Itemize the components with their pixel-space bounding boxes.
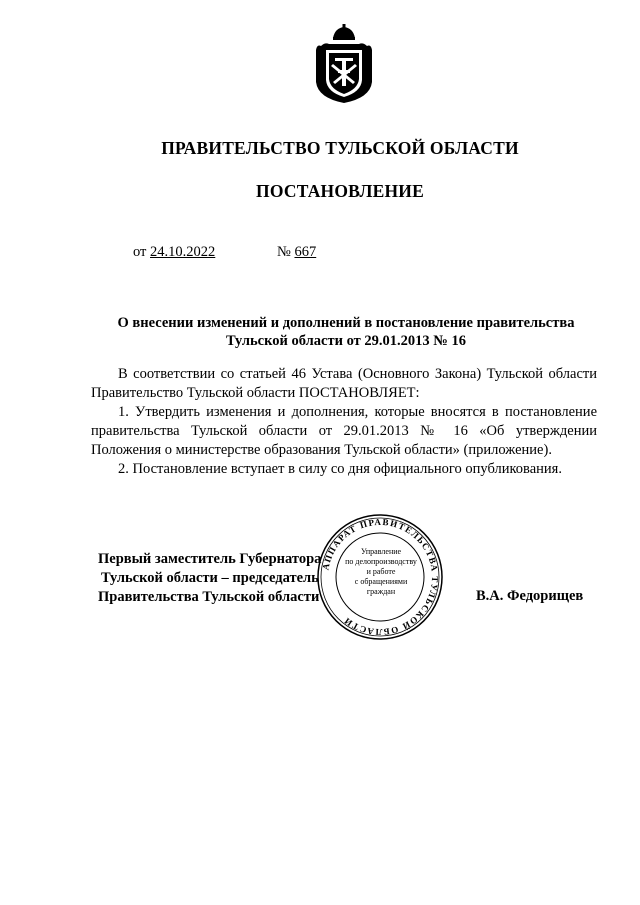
signature-title [98,550,321,607]
signature-title-line-2: Тульской области – председатель [101,570,319,586]
subject-line-1: О внесении изменений и дополнений в постановление правительства [117,315,575,331]
paragraph-item-2: 2. Постановление вступает в силу со дня официального опубликования. [118,461,562,477]
stamp-line-2: по делопроизводству [345,557,417,566]
stamp-ring-text: АППАРАТ ПРАВИТЕЛЬСТВА ТУЛЬСКОЙ ОБЛАСТИ [320,516,441,638]
stamp-line-4: с обращениями [354,577,408,586]
decree-body [91,365,597,479]
signature-title-line-1: Первый заместитель Губернатора [98,551,322,567]
government-title: ПРАВИТЕЛЬСТВО ТУЛЬСКОЙ ОБЛАСТИ [161,138,519,158]
decree-date [133,244,215,261]
signature-name: В.А. Федорищев [476,588,584,604]
paragraph-preamble: В соответствии со статьей 46 Устава (Основного Закона) Тульской области Правительство Тульской области ПОСТАНОВЛЯЕТ: [91,366,597,401]
paragraph-item-1: 1. Утвердить изменения и дополнения, которые вносятся в постановление правительства Тульской области от 29.01.2013 № 16 «Об утверждении Положения о министерстве образования Тульской области» (приложение). [91,404,597,458]
subject-line-2: Тульской области от 29.01.2013 № 16 [226,333,466,349]
stamp-line-5: граждан [366,587,396,596]
tula-coat-of-arms-icon [313,24,375,104]
date-value: 24.10.2022 [150,244,216,260]
signature-title-line-3: Правительства Тульской области [98,589,320,605]
number-prefix: № [277,244,291,260]
stamp-inner-text [338,547,424,597]
number-value: 667 [294,244,317,260]
decree-number [277,244,316,261]
date-prefix: от [133,244,147,260]
stamp-line-3: и работе [366,567,396,576]
decree-subject [96,314,596,350]
stamp-line-1: Управление [360,547,402,556]
decree-title: ПОСТАНОВЛЕНИЕ [256,181,424,201]
